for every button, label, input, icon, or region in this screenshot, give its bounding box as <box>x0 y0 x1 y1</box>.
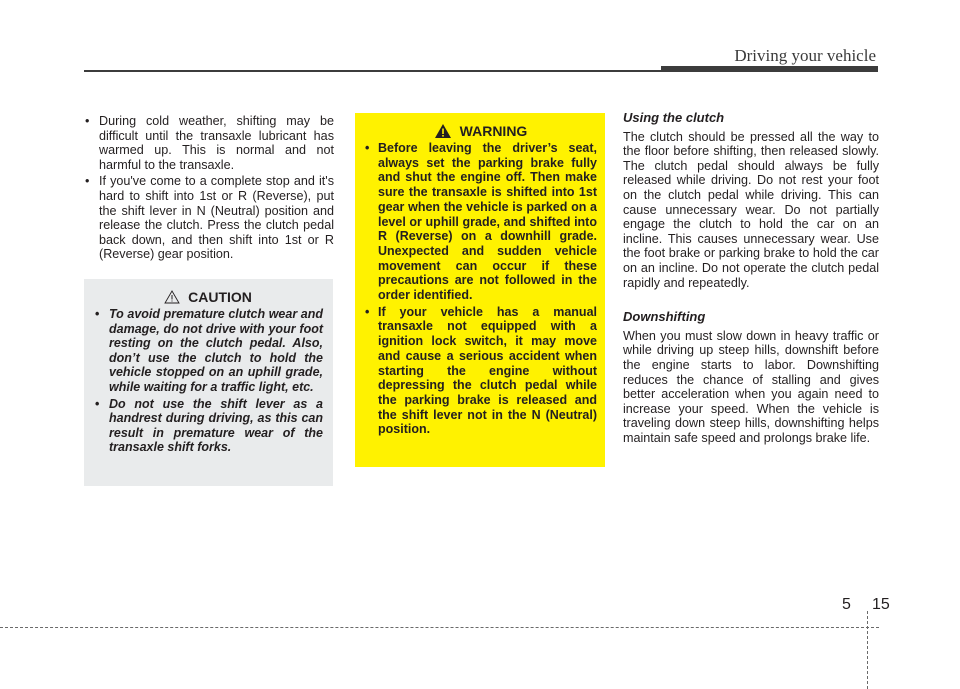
header-bar <box>661 66 878 72</box>
warning-title: WARNING <box>459 123 528 139</box>
caution-title: CAUTION <box>188 289 252 305</box>
section-number: 5 <box>842 596 851 613</box>
running-header: Driving your vehicle <box>734 46 876 65</box>
caution-item: • To avoid premature clutch wear and damage, do not drive with your foot resting on the clutch pedal. Also, don’t use the clutch to hold the vehicle stopped on an uphill grade, while waiting for a traffic light, etc. <box>93 307 323 395</box>
warning-item: • If your vehicle has a manual transaxle not equipped with a ignition lock switch, it may move and cause a serious accident when starting the engine without depressing the clutch pedal while the parking brake is released and the shift lever not in the N (Neutral) position. <box>364 305 597 437</box>
warning-header <box>364 123 597 139</box>
footer-divider <box>867 611 868 689</box>
caution-item: • Do not use the shift lever as a handrest during driving, as this can result in premature wear of the transaxle shift forks. <box>93 397 323 455</box>
footer-rule <box>0 627 879 628</box>
downshifting-heading: Downshifting <box>623 309 706 325</box>
warning-item: • Before leaving the driver’s seat, always set the parking brake fully and shut the engine off. Then make sure the transaxle is shifted into 1st gear when the vehicle is parked on a level or uphill grade, and shifted into R (Reverse) on a downhill grade. Unexpected and sudden vehicle movement can occur if these precautions are not followed in the order identified. <box>364 141 597 303</box>
caution-triangle-icon <box>164 290 180 304</box>
header-rule <box>84 70 661 72</box>
page-number-value: 15 <box>872 596 890 613</box>
warning-triangle-icon <box>434 123 452 139</box>
clutch-paragraph: The clutch should be pressed all the way to the floor before shifting, then released slowly. The clutch pedal should always be fully released while driving. Do not rest your foot on the clutch pedal while driving. This can cause unnecessary wear. Do not partially engage the clutch to hold the car on an incline. This causes unnecessary wear. Use the foot brake or parking brake to hold the car on an incline. Do not operate the clutch pedal rapidly and repeatedly. <box>623 129 879 290</box>
list-item: • If you've come to a complete stop and it's hard to shift into 1st or R (Reverse), put the shift lever in N (Neutral) position and release the clutch. Press the clutch pedal back down, and then shift into 1st or R (Reverse) gear position. <box>84 174 334 262</box>
right-column <box>623 111 879 465</box>
warning-box <box>355 113 605 467</box>
left-column <box>84 114 334 264</box>
list-item: • During cold weather, shifting may be difficult until the transaxle lubricant has warmed up. This is normal and not harmful to the transaxle. <box>84 114 334 172</box>
downshifting-paragraph: When you must slow down in heavy traffic or while driving up steep hills, downshift before the engine starts to labor. Downshifting reduces the chance of stalling and gives better acceleration when you again need to increase your speed. When the vehicle is traveling down steep hills, downshifting helps maintain safe speed and prolongs brake life. <box>623 328 879 445</box>
caution-header <box>93 289 323 305</box>
clutch-heading: Using the clutch <box>623 110 725 125</box>
caution-box <box>84 279 333 486</box>
